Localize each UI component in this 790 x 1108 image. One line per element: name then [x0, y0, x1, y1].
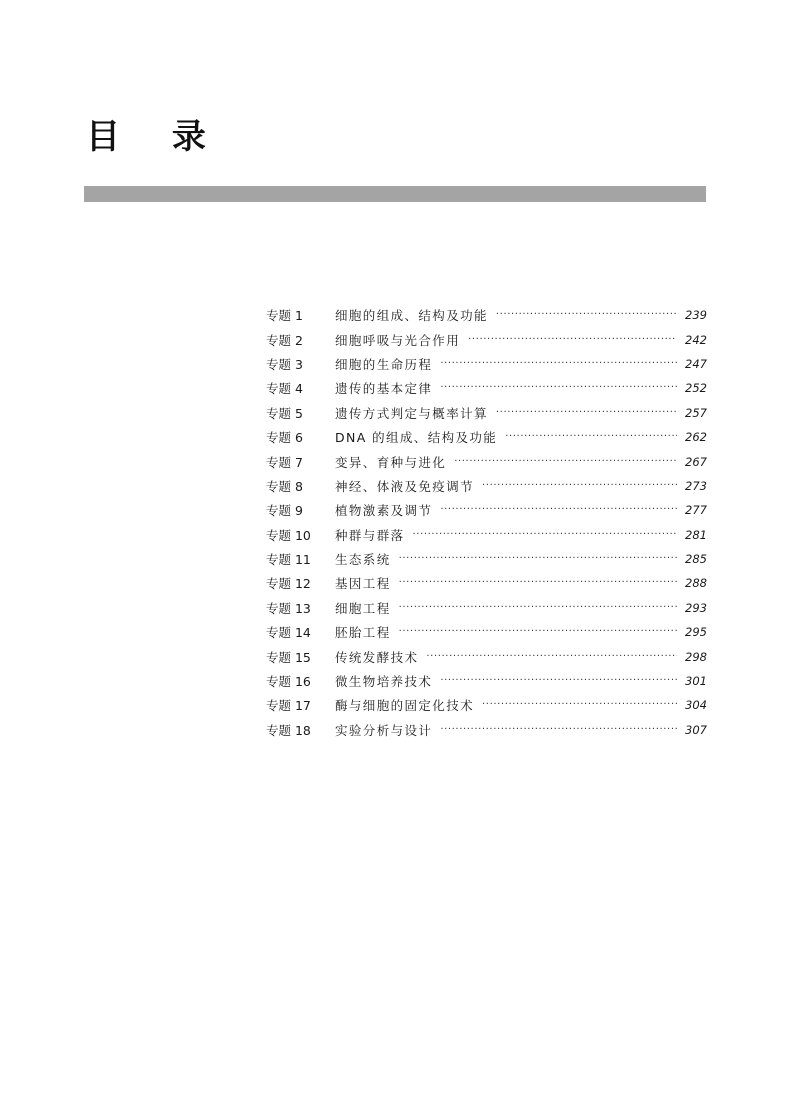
toc-topic-title: 神经、体液及免疫调节 — [335, 478, 475, 494]
toc-page-number: 293 — [685, 600, 707, 615]
toc-entry[interactable] — [266, 596, 707, 620]
toc-page-number: 262 — [685, 430, 707, 445]
toc-entry[interactable] — [266, 669, 707, 693]
toc-topic-number: 专题 12 — [266, 576, 311, 592]
toc-topic-number: 专题 16 — [266, 674, 311, 690]
toc-topic-title: 细胞呼吸与光合作用 — [335, 332, 461, 348]
toc-topic-number: 专题 14 — [266, 625, 311, 641]
toc-topic-title: 植物激素及调节 — [335, 503, 433, 519]
toc-page-number: 295 — [685, 625, 707, 640]
toc-topic-number: 专题 4 — [266, 381, 303, 397]
toc-topic-number: 专题 17 — [266, 698, 311, 714]
toc-entry[interactable] — [266, 644, 707, 668]
toc-entry[interactable] — [266, 718, 707, 742]
title-divider-bar — [84, 186, 706, 202]
toc-topic-title: 种群与群落 — [335, 527, 405, 543]
toc-entry[interactable] — [266, 303, 707, 327]
toc-dot-leader — [440, 358, 677, 370]
toc-dot-leader — [496, 309, 677, 321]
toc-topic-title: 生态系统 — [335, 552, 391, 568]
toc-dot-leader — [468, 334, 677, 346]
toc-dot-leader — [399, 602, 677, 614]
toc-topic-number: 专题 6 — [266, 430, 303, 446]
table-of-contents — [266, 303, 707, 742]
toc-dot-leader — [505, 431, 677, 443]
toc-topic-number: 专题 15 — [266, 649, 311, 665]
toc-page-number: 257 — [685, 405, 707, 420]
toc-topic-title: 胚胎工程 — [335, 625, 391, 641]
toc-topic-title: 基因工程 — [335, 576, 391, 592]
toc-topic-title: 传统发酵技术 — [335, 649, 419, 665]
toc-dot-leader — [454, 456, 677, 468]
page-title: 目 录 — [86, 117, 226, 157]
toc-page-number: 304 — [685, 698, 707, 713]
toc-entry[interactable] — [266, 376, 707, 400]
toc-entry[interactable] — [266, 620, 707, 644]
toc-topic-number: 专题 5 — [266, 405, 303, 421]
toc-entry[interactable] — [266, 449, 707, 473]
toc-dot-leader — [440, 724, 677, 736]
toc-topic-number: 专题 7 — [266, 454, 303, 470]
toc-dot-leader — [399, 577, 677, 589]
toc-entry[interactable] — [266, 547, 707, 571]
toc-dot-leader — [440, 382, 677, 394]
toc-topic-number: 专题 1 — [266, 308, 303, 324]
toc-topic-title: 遗传的基本定律 — [335, 381, 433, 397]
toc-page-number: 307 — [685, 722, 707, 737]
toc-topic-title: 变异、育种与进化 — [335, 454, 447, 470]
toc-page-number: 277 — [685, 503, 707, 518]
toc-page-number: 285 — [685, 552, 707, 567]
toc-dot-leader — [482, 480, 677, 492]
toc-topic-title: 遗传方式判定与概率计算 — [335, 405, 488, 421]
toc-page-number: 247 — [685, 356, 707, 371]
toc-dot-leader — [440, 675, 677, 687]
toc-dot-leader — [496, 407, 677, 419]
toc-topic-number: 专题 10 — [266, 527, 311, 543]
toc-entry[interactable] — [266, 523, 707, 547]
toc-page-number: 301 — [685, 674, 707, 689]
toc-topic-number: 专题 9 — [266, 503, 303, 519]
toc-page-number: 288 — [685, 576, 707, 591]
toc-page-number: 267 — [685, 454, 707, 469]
toc-page-number: 298 — [685, 649, 707, 664]
toc-topic-title: 实验分析与设计 — [335, 722, 433, 738]
toc-dot-leader — [413, 529, 677, 541]
toc-topic-title: 细胞工程 — [335, 600, 391, 616]
toc-dot-leader — [426, 651, 677, 663]
toc-dot-leader — [482, 699, 677, 711]
toc-topic-number: 专题 8 — [266, 478, 303, 494]
toc-page-number: 242 — [685, 332, 707, 347]
toc-topic-title: 细胞的生命历程 — [335, 356, 433, 372]
toc-entry[interactable] — [266, 352, 707, 376]
toc-entry[interactable] — [266, 425, 707, 449]
toc-topic-title: 酶与细胞的固定化技术 — [335, 698, 475, 714]
toc-topic-number: 专题 3 — [266, 356, 303, 372]
toc-entry[interactable] — [266, 474, 707, 498]
toc-topic-number: 专题 18 — [266, 722, 311, 738]
toc-topic-title: 细胞的组成、结构及功能 — [335, 308, 488, 324]
toc-entry[interactable] — [266, 498, 707, 522]
toc-dot-leader — [440, 504, 677, 516]
toc-page-number: 273 — [685, 478, 707, 493]
toc-topic-number: 专题 13 — [266, 600, 311, 616]
toc-dot-leader — [399, 626, 677, 638]
toc-entry[interactable] — [266, 693, 707, 717]
toc-topic-number: 专题 11 — [266, 552, 311, 568]
toc-entry[interactable] — [266, 571, 707, 595]
toc-dot-leader — [399, 553, 677, 565]
toc-page-number: 281 — [685, 527, 707, 542]
toc-page-number: 252 — [685, 381, 707, 396]
toc-page-number: 239 — [685, 308, 707, 323]
toc-topic-title: 微生物培养技术 — [335, 674, 433, 690]
toc-topic-number: 专题 2 — [266, 332, 303, 348]
toc-topic-title: DNA 的组成、结构及功能 — [335, 430, 498, 446]
toc-entry[interactable] — [266, 327, 707, 351]
toc-entry[interactable] — [266, 401, 707, 425]
